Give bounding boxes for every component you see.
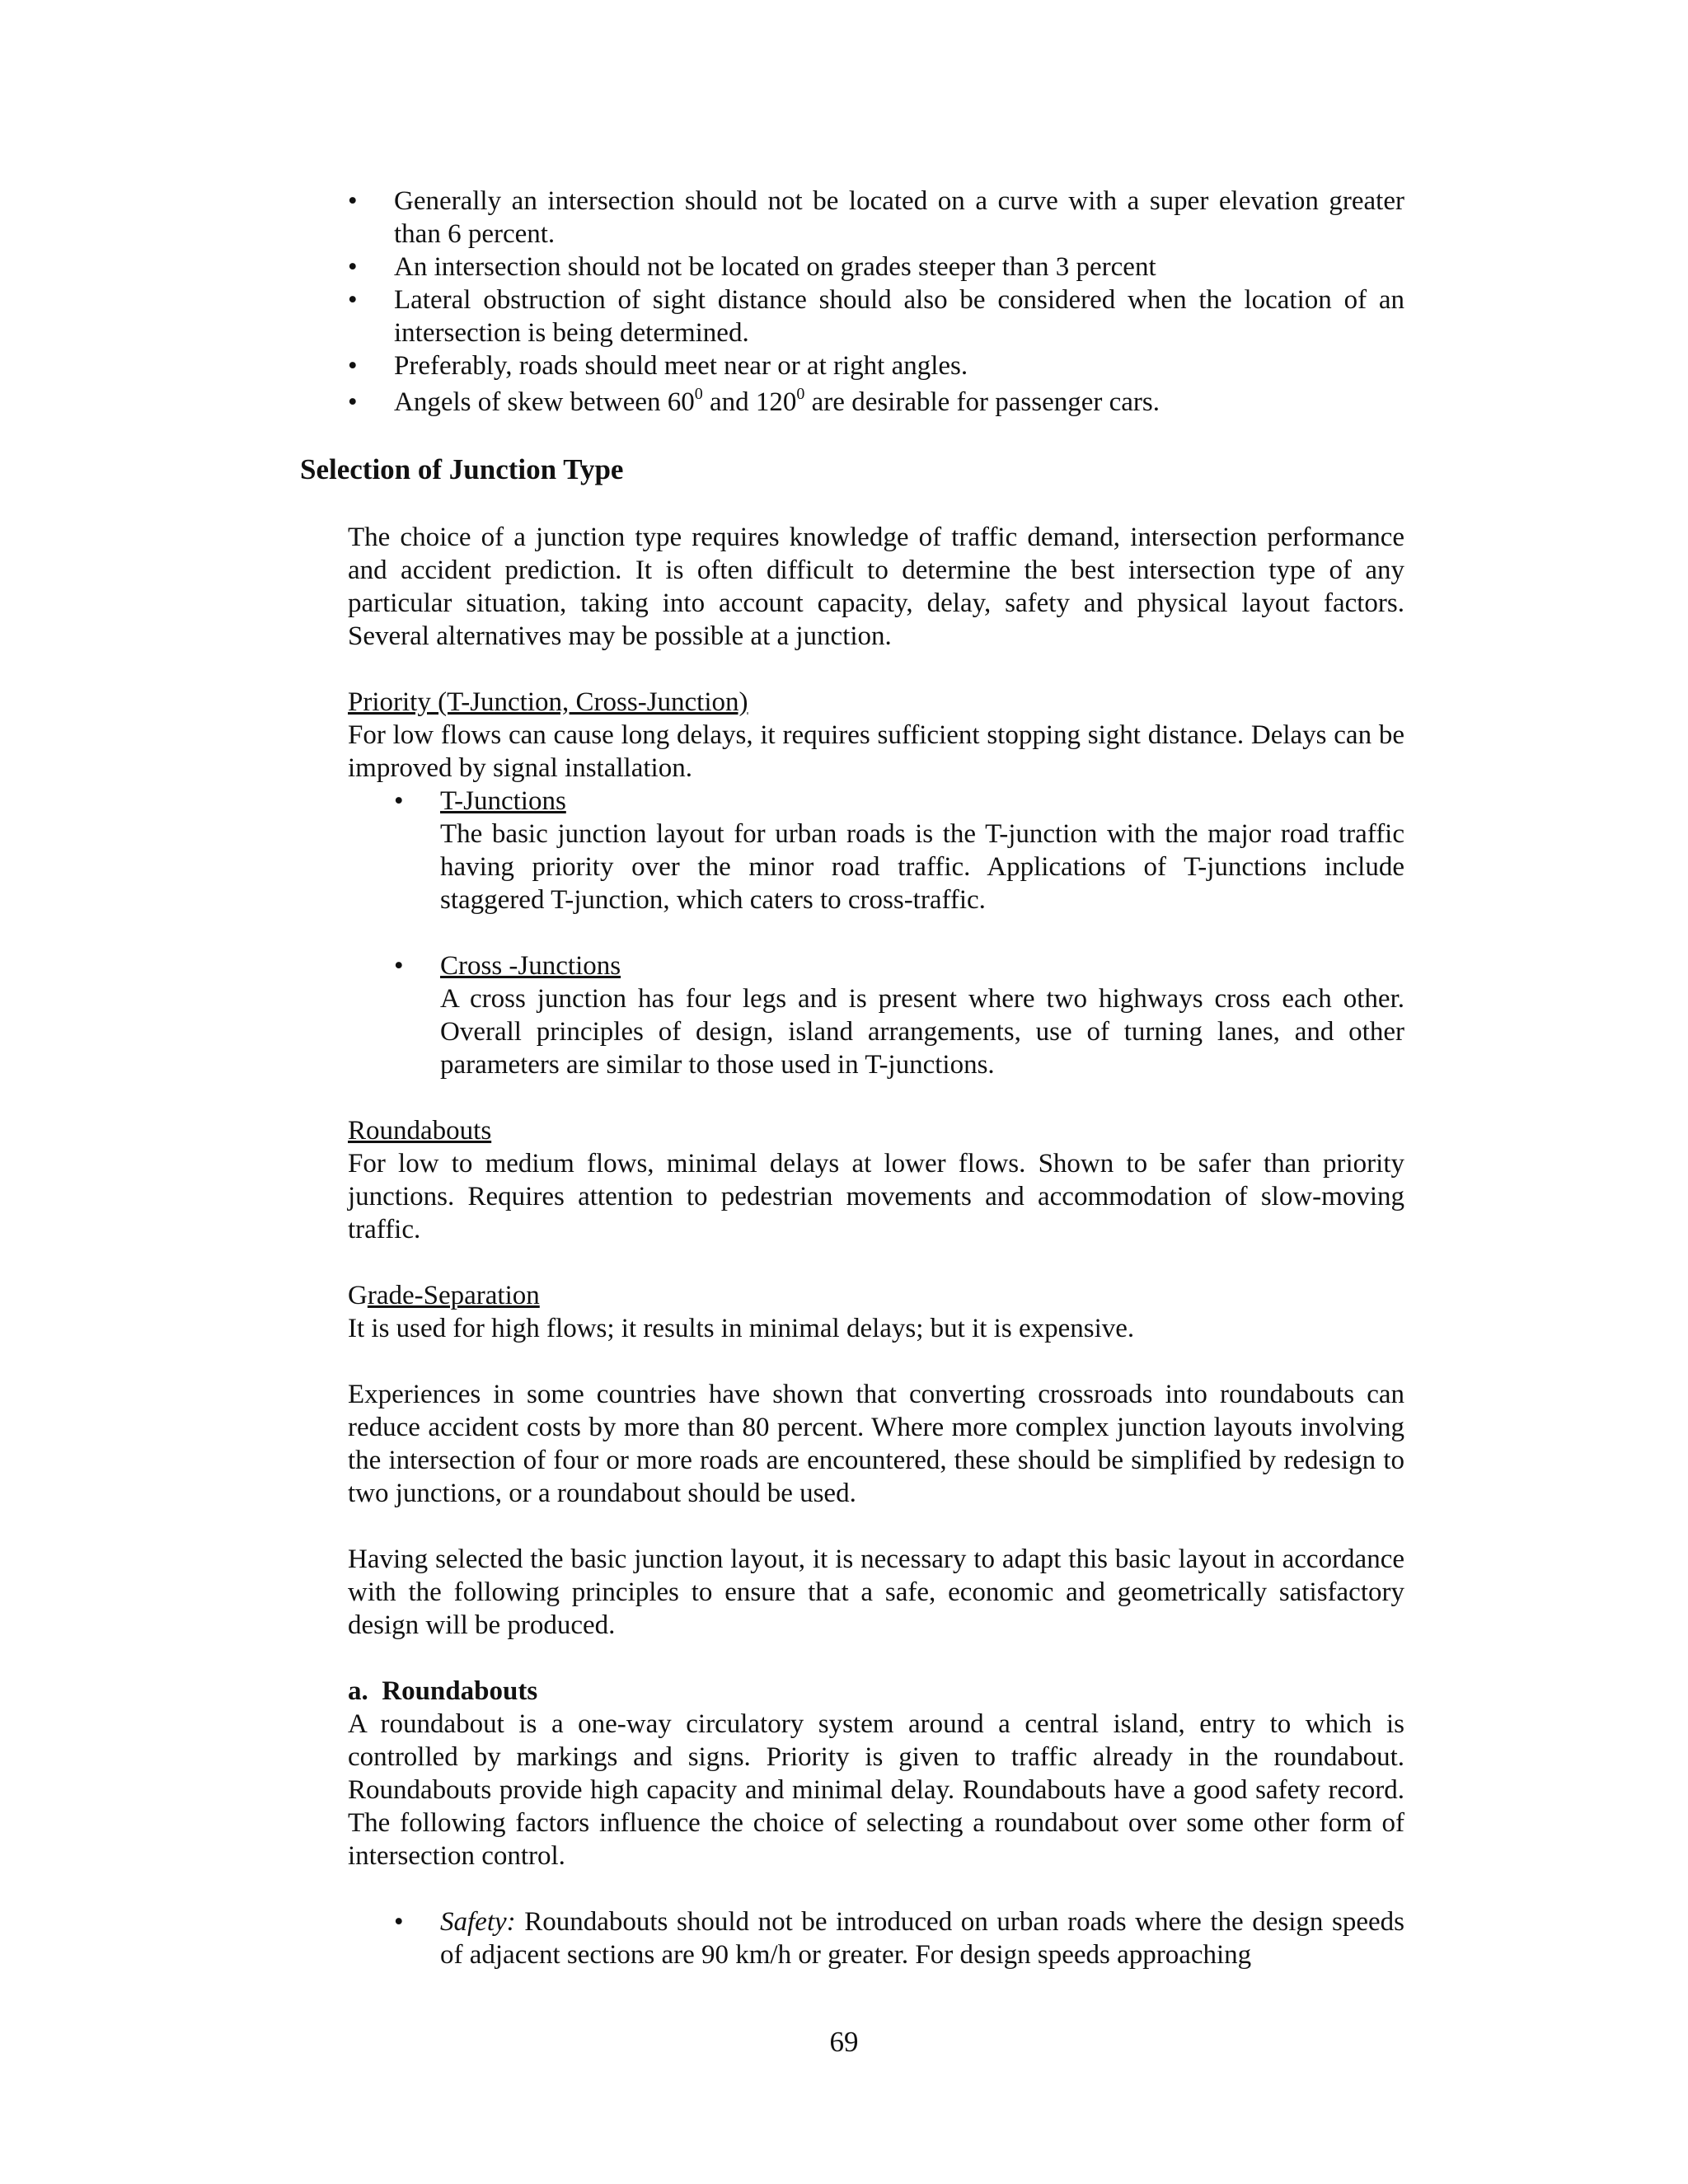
bullet-icon: • — [348, 285, 358, 315]
grade-separation-text: It is used for high flows; it results in minimal delays; but it is expensive. — [348, 1314, 1135, 1343]
degree-superscript: 0 — [694, 385, 703, 403]
bullet-icon: • — [348, 186, 358, 216]
safety-label: Safety: — [440, 1907, 516, 1937]
list-item-text: An intersection should not be located on grades steeper than 3 percent — [394, 252, 1156, 282]
grade-title-first-letter: G — [348, 1281, 368, 1310]
list-item-text: Generally an intersection should not be located on a curve with a super elevation greater than 6 percent. — [394, 186, 1404, 249]
list-item-text — [394, 387, 1160, 417]
roundabouts-title: Roundabouts — [348, 1116, 492, 1146]
bullet-icon: • — [348, 387, 358, 417]
safety-item — [394, 1905, 1404, 1971]
safety-body: Roundabouts should not be introduced on urban roads where the design speeds of adjacent sections are 90 km/h or greater. For design speeds approaching — [440, 1907, 1404, 1970]
cross-junctions-item — [394, 949, 1404, 1081]
main-content — [348, 521, 1404, 1971]
t-junctions-text: The basic junction layout for urban roads is the T-junction with the major road traffic having priority over the minor road traffic. Applications of T-junctions include staggered T-junction, which caters to cross-traffic. — [440, 819, 1404, 915]
degree-superscript: 0 — [796, 385, 805, 403]
roundabouts-text: For low to medium flows, minimal delays at lower flows. Shown to be safer than priority junctions. Requires attention to pedestrian movements and accommodation of slow-moving traffic. — [348, 1149, 1404, 1244]
list-item — [348, 349, 1404, 382]
grade-title-rest: rade-Separation — [367, 1281, 540, 1310]
list-item — [348, 284, 1404, 349]
list-item — [348, 185, 1404, 251]
cross-junctions-text: A cross junction has four legs and is present where two highways cross each other. Overall principles of design, island arrangements, use of turning lanes, and other parameters are similar to those used in T-junctions. — [440, 984, 1404, 1080]
priority-text: For low flows can cause long delays, it requires sufficient stopping sight distance. Delays can be improved by signal installation. — [348, 720, 1404, 783]
safety-text — [440, 1905, 1404, 1971]
priority-title: Priority (T-Junction, Cross-Junction) — [348, 687, 748, 717]
bullet-icon: • — [394, 786, 404, 816]
experiences-paragraph: Experiences in some countries have shown that converting crossroads into roundabouts can reduce accident costs by more than 80 percent. Where more complex junction layouts involving the intersection of four or more roads are encountered, these should be simplified by redesign to two junctions, or a roundabout should be used. — [348, 1380, 1404, 1508]
skew-text-c: are desirable for passenger cars. — [804, 387, 1160, 417]
grade-separation-title — [348, 1279, 1404, 1312]
page-number: 69 — [829, 2026, 859, 2058]
list-item — [348, 386, 1404, 419]
skew-text-b: and 120 — [702, 387, 797, 417]
bullet-icon: • — [348, 252, 358, 282]
list-item-text: Lateral obstruction of sight distance should also be considered when the location of an intersection is being determined. — [394, 285, 1404, 348]
list-item-text: Preferably, roads should meet near or at right angles. — [394, 351, 968, 381]
list-item — [348, 251, 1404, 284]
skew-text-a: Angels of skew between 60 — [394, 387, 695, 417]
cross-junctions-title: Cross -Junctions — [440, 951, 621, 981]
intro-bullet-list — [348, 185, 1404, 419]
roundabouts-section-text: A roundabout is a one-way circulatory system around a central island, entry to which is controlled by markings and signs. Priority is given to traffic already in the roundabout. Roundabouts provide high capacity and minimal delay. Roundabouts have a good safety record. The following factors influence the choice of selecting a roundabout over some other form of intersection control. — [348, 1709, 1404, 1871]
intro-paragraph: The choice of a junction type requires knowledge of traffic demand, intersection performance and accident prediction. It is often difficult to determine the best intersection type of any particular situation, taking into account capacity, delay, safety and physical layout factors. Several alternatives may be possible at a junction. — [348, 523, 1404, 651]
t-junctions-item — [394, 785, 1404, 916]
roundabouts-section-title: a. Roundabouts — [348, 1676, 538, 1706]
bullet-icon: • — [394, 951, 404, 981]
t-junctions-title: T-Junctions — [440, 786, 566, 816]
having-paragraph: Having selected the basic junction layout, it is necessary to adapt this basic layout in accordance with the following principles to ensure that a safe, economic and geometrically satisfactory design will be produced. — [348, 1544, 1404, 1640]
bullet-icon: • — [348, 351, 358, 381]
section-heading: Selection of Junction Type — [300, 453, 624, 485]
bullet-icon: • — [394, 1907, 404, 1937]
